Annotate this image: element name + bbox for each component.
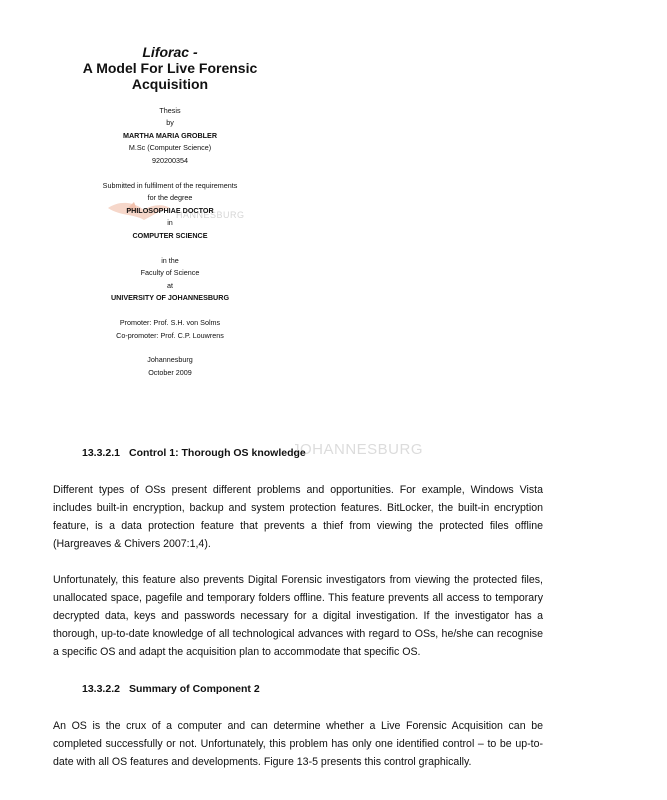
section-title: Summary of Component 2 bbox=[129, 683, 260, 695]
section-number: 13.3.2.2 bbox=[82, 683, 120, 695]
section-title: Control 1: Thorough OS knowledge bbox=[129, 447, 306, 459]
title-page bbox=[70, 44, 270, 379]
thesis-label: Thesis bbox=[159, 105, 181, 115]
student-number: 920200354 bbox=[152, 155, 188, 165]
paragraph-3: An OS is the crux of a computer and can determine whether a Live Forensic Acquisition can be completed successfully or not. Unfortunately, this problem has only one identified control – to be up-to-date with all OS features and developments. Figure 13-5 presents this control graphically. bbox=[53, 720, 543, 768]
in-the-label: in the bbox=[161, 255, 179, 265]
paragraph-1: Different types of OSs present different problems and opportunities. For example, Windows Vista includes built-in encryption, backup and system protection features. BitLocker, the built-in encryption feature, is a data protection feature that prevents a thief from viewing the protected files offline (Hargreaves & Chivers 2007:1,4). bbox=[53, 484, 543, 550]
title-line-2: A Model For Live Forensic bbox=[82, 60, 258, 76]
title-line-1: Liforac - bbox=[142, 44, 198, 60]
section-number: 13.3.2.1 bbox=[82, 447, 120, 459]
city: Johannesburg bbox=[147, 355, 193, 365]
at-label: at bbox=[167, 280, 173, 290]
faculty-name: Faculty of Science bbox=[140, 268, 200, 278]
in-label: in bbox=[167, 218, 173, 228]
watermark-text-large: JOHANNESBURG bbox=[292, 441, 424, 458]
degree-name: PHILOSOPHIAE DOCTOR bbox=[126, 205, 214, 215]
section-heading-13-3-2-2 bbox=[82, 683, 260, 695]
co-promoter: Co-promoter: Prof. C.P. Louwrens bbox=[116, 330, 224, 340]
university-name: UNIVERSITY OF JOHANNESBURG bbox=[110, 293, 230, 303]
title-line-3: Acquisition bbox=[131, 76, 209, 92]
by-label: by bbox=[166, 118, 174, 128]
previous-degree: M.Sc (Computer Science) bbox=[128, 143, 212, 153]
submission-date: October 2009 bbox=[148, 367, 192, 377]
watermark-text-small: HANNESBURG bbox=[176, 210, 245, 220]
submission-statement: Submitted in fulfilment of the requirements bbox=[102, 180, 238, 190]
for-degree-label: for the degree bbox=[147, 193, 193, 203]
section-heading-13-3-2-1 bbox=[82, 447, 306, 459]
author-name: MARTHA MARIA GROBLER bbox=[122, 130, 218, 140]
promoter: Promoter: Prof. S.H. von Solms bbox=[119, 317, 221, 327]
thesis-title bbox=[70, 44, 270, 92]
paragraph-2: Unfortunately, this feature also prevents Digital Forensic investigators from viewing the protected files, unallocated space, pagefile and temporary folders offline. This feature prevents all access to temporary decrypted data, keys and passwords necessary for a digital investigation. If the investigator has a thorough, up-to-date knowledge of all technological advances with regard to OSs, he/she can recognise a specific OS and adapt the acquisition plan to accommodate that specific OS. bbox=[53, 574, 543, 658]
field-name: COMPUTER SCIENCE bbox=[132, 230, 208, 240]
